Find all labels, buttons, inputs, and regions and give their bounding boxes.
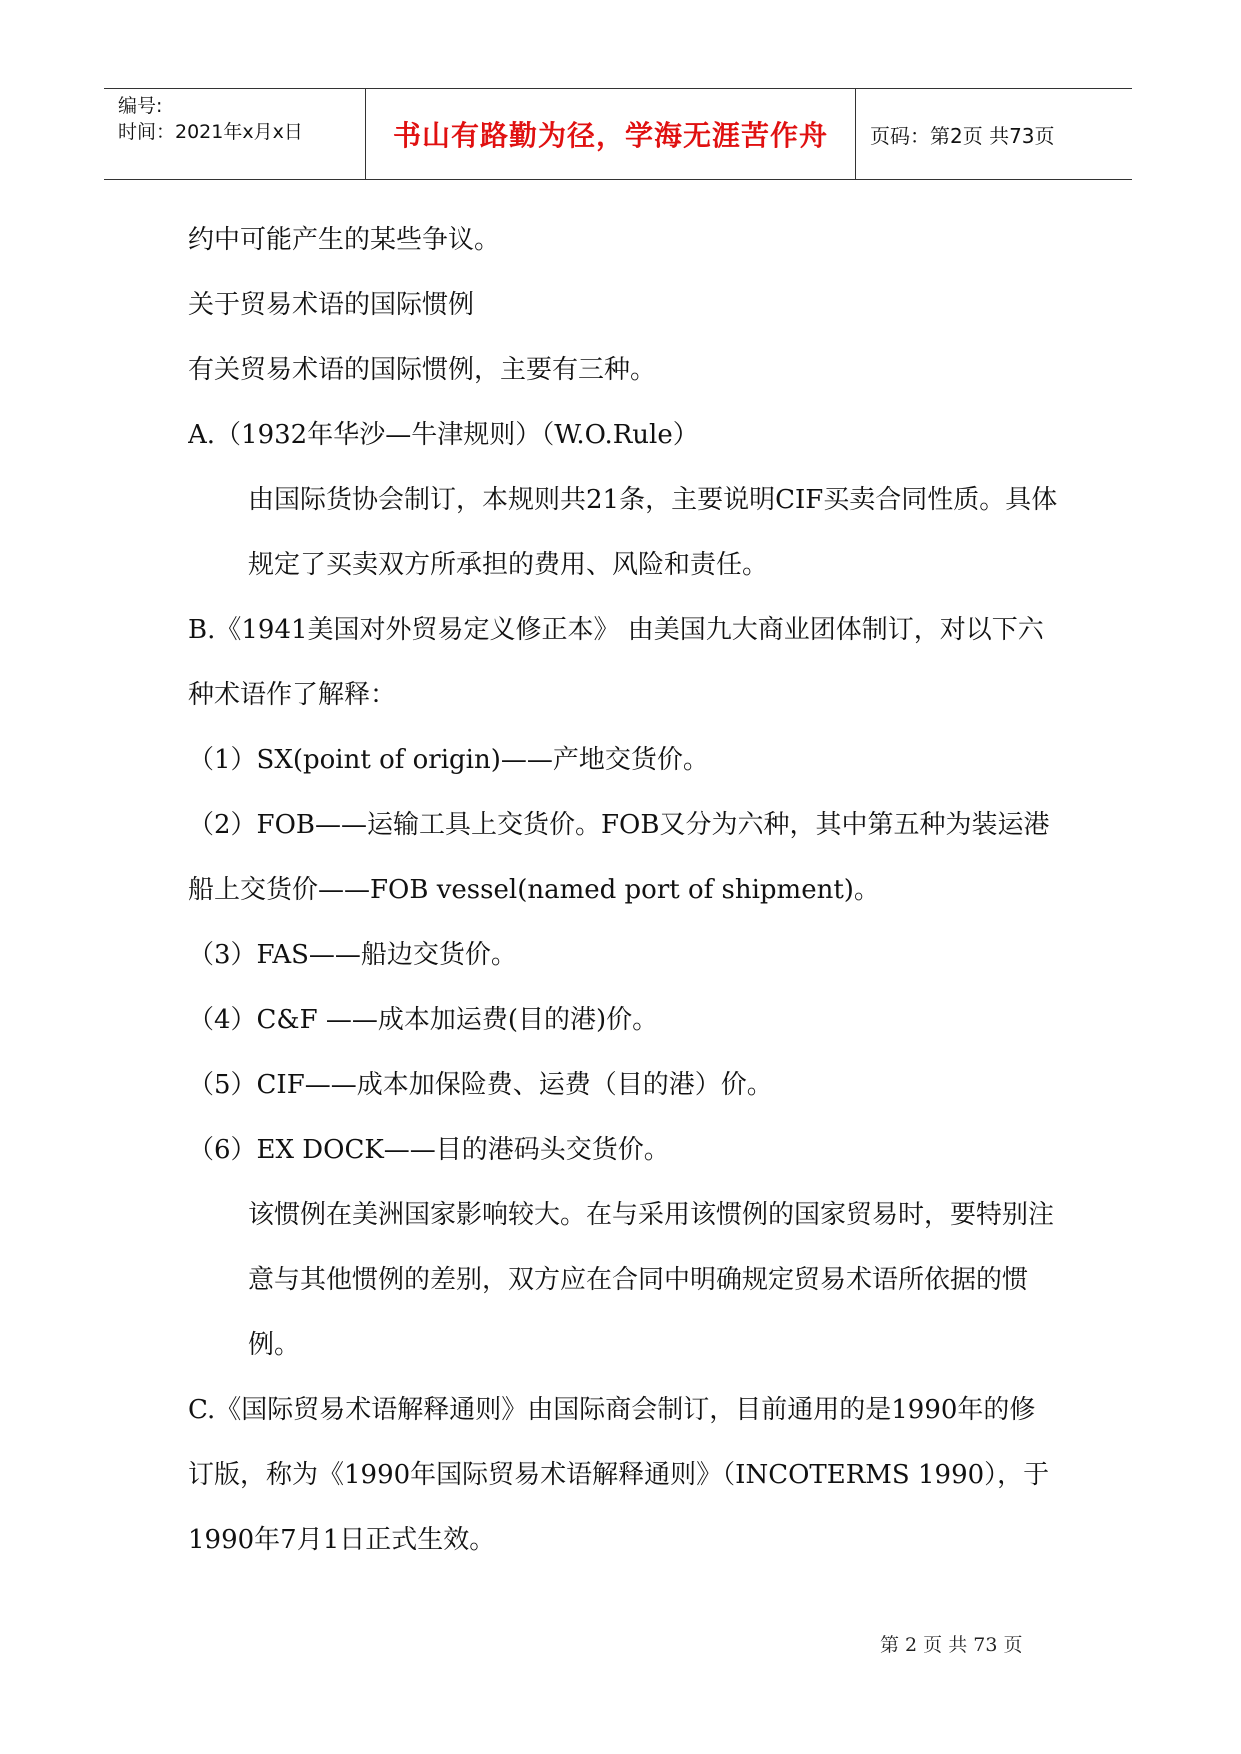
header-meta <box>104 89 366 179</box>
page-header <box>104 88 1132 180</box>
paragraph-b: B.《1941美国对外贸易定义修正本》 由美国九大商业团体制订，对以下六种术语作了解释： <box>188 615 1044 710</box>
paragraph-a: 由国际货协会制订，本规则共21条，主要说明CIF买卖合同性质。具体规定了买卖双方所承担的费用、风险和责任。 <box>248 485 1058 580</box>
list-item: （5）CIF——成本加保险费、运费（目的港）价。 <box>188 1070 773 1100</box>
list-item: （3）FAS——船边交货价。 <box>188 940 517 970</box>
list-item: （1）SX(point of origin)——产地交货价。 <box>188 745 709 775</box>
paragraph-c: 该惯例在美洲国家影响较大。在与采用该惯例的国家贸易时，要特别注意与其他惯例的差别，双方应在合同中明确规定贸易术语所依据的惯例。 <box>248 1200 1055 1360</box>
item-heading-a: A.（1932年华沙—牛津规则）（W.O.Rule） <box>188 420 699 450</box>
body-line: 有关贸易术语的国际惯例，主要有三种。 <box>188 355 657 385</box>
header-motto: 书山有路勤为径，学海无涯苦作舟 <box>366 89 856 179</box>
body-line: 约中可能产生的某些争议。 <box>188 225 501 255</box>
list-item: （6）EX DOCK——目的港码头交货价。 <box>188 1135 670 1165</box>
list-item: （4）C&F ——成本加运费(目的港)价。 <box>188 1005 659 1035</box>
number-label: 编号: <box>118 95 163 117</box>
page-footer: 第 2 页 共 73 页 <box>880 1634 1023 1656</box>
header-page-code: 页码：第2页 共73页 <box>870 123 1055 148</box>
document-body <box>188 208 1058 1573</box>
list-item: （2）FOB——运输工具上交货价。FOB又分为六种，其中第五种为装运港船上交货价——FOB vessel(named port of shipment)。 <box>188 810 1050 905</box>
time-label: 时间：2021年x月x日 <box>118 121 303 143</box>
section-heading: 关于贸易术语的国际惯例 <box>188 290 475 320</box>
paragraph-d: C.《国际贸易术语解释通则》由国际商会制订，目前通用的是1990年的修订版，称为《1990年国际贸易术语解释通则》（INCOTERMS 1990），于1990年7月1日正式生效。 <box>188 1395 1050 1555</box>
